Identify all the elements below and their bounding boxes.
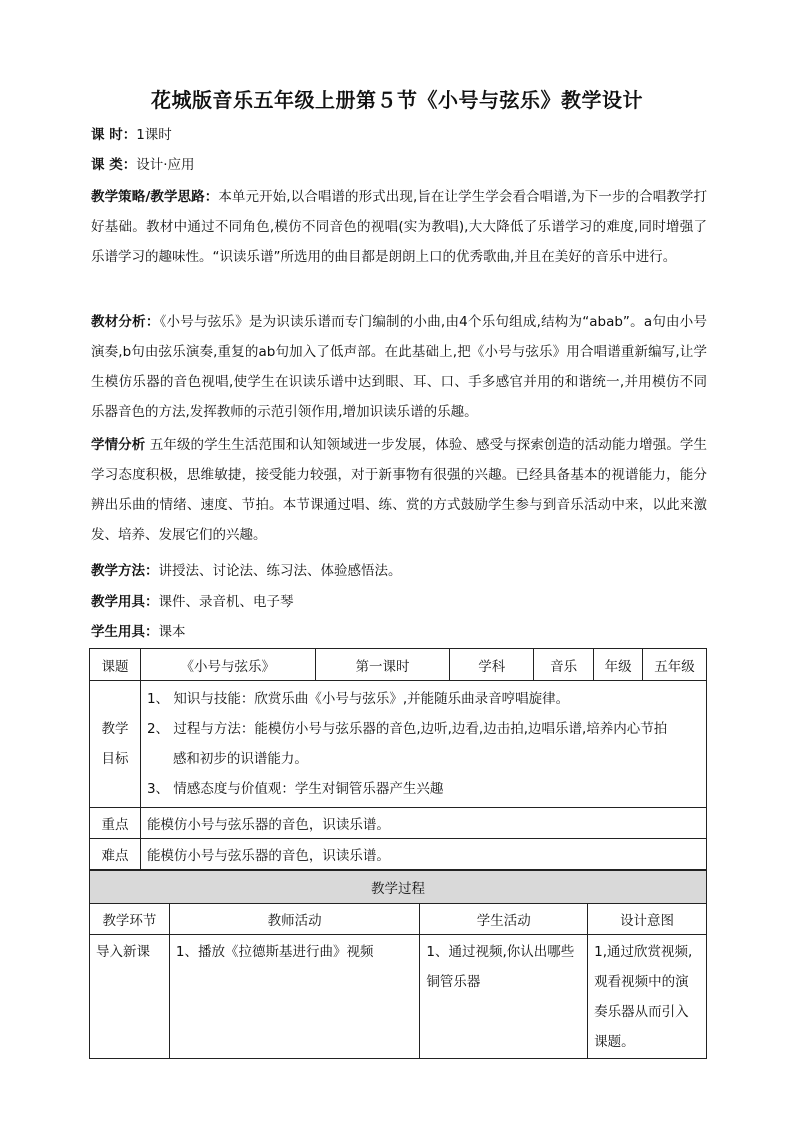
strategy-paragraph	[91, 182, 707, 272]
learners-text: 五年级的学生生活范围和认知领域进一步发展，体验、感受与探索创造的活动能力增强。学生学习态度积极，思维敏捷，接受能力较强，对于新事物有很强的兴趣。已经具备基本的视谱能力，能分辨出乐曲的情绪、速度、节拍。本节课通过唱、练、赏的方式鼓励学生参与到音乐活动中来，以此来激发、培养、发展它们的兴趣。	[91, 437, 708, 543]
difficulty-row	[90, 839, 707, 870]
key-point-value: 能模仿小号与弦乐器的音色，识读乐谱。	[140, 808, 706, 839]
topic-value: 《小号与弦乐》	[140, 649, 315, 681]
teacher-tools-text: 课件、录音机、电子琴	[158, 594, 294, 610]
key-point-row	[90, 808, 707, 839]
methods-line	[91, 556, 707, 586]
lesson-type-line	[91, 150, 707, 180]
page-title: 花城版音乐五年级上册第５节《小号与弦乐》教学设计	[151, 88, 643, 112]
subject-label: 学科	[450, 649, 534, 681]
grade-label: 年级	[594, 649, 643, 681]
process-row-intro	[90, 935, 707, 1059]
lesson-info-table	[89, 648, 707, 870]
col-teacher: 教师活动	[169, 904, 420, 935]
goals-label-line1: 教学	[101, 721, 129, 737]
lesson-hours-value: 1课时	[136, 127, 172, 143]
process-table	[89, 870, 707, 1059]
goals-row	[90, 681, 707, 808]
goals-label	[90, 681, 141, 808]
row1-intent: 1,通过欣赏视频,观看视频中的演奏乐器从而引入课题。	[588, 935, 707, 1059]
student-tools-line	[91, 617, 707, 647]
goal-item-2: 2、 过程与方法：能模仿小号与弦乐器的音色,边听,边看,边击拍,边唱乐谱,培养内心节拍	[146, 721, 668, 737]
goals-label-line2: 目标	[101, 751, 129, 767]
key-point-label: 重点	[90, 808, 141, 839]
analysis-paragraph	[91, 307, 707, 427]
analysis-label: 教材分析：	[91, 314, 160, 330]
teacher-tools-line	[91, 587, 707, 617]
difficulty-value: 能模仿小号与弦乐器的音色，识读乐谱。	[140, 839, 706, 870]
topic-row	[90, 649, 707, 681]
goal-item-2-cont: 感和初步的识谱能力。	[172, 751, 308, 767]
lesson-type-label: 课 类：	[91, 157, 137, 173]
row1-teacher: 1、播放《拉德斯基进行曲》视频	[169, 935, 420, 1059]
goal-item-1: 1、 知识与技能：欣赏乐曲《小号与弦乐》,并能随乐曲录音哼唱旋律。	[146, 691, 570, 707]
col-intent: 设计意图	[588, 904, 707, 935]
student-tools-text: 课本	[158, 624, 186, 640]
strategy-text: 本单元开始,以合唱谱的形式出现,旨在让学生学会看合唱谱,为下一步的合唱教学打好基础。教材中通过不同角色,模仿不同音色的视唱(实为教唱),大大降低了乐谱学习的难度,同时增强了乐谱学习的趣味性。“识读乐谱”所选用的曲目都是朗朗上口的优秀歌曲,并且在美好的音乐中进行。	[91, 189, 707, 265]
grade-value: 五年级	[643, 649, 707, 681]
difficulty-label: 难点	[90, 839, 141, 870]
analysis-text: 《小号与弦乐》是为识读乐谱而专门编制的小曲,由4个乐句组成,结构为“abab”。a句由小号演奏,b句由弦乐演奏,重复的ab句加入了低声部。在此基础上,把《小号与弦乐》用合唱谱重新编写,让学生模仿乐器的音色视唱,使学生在识读乐谱中达到眼、耳、口、手多感官并用的和谐统一,并用模仿不同乐器音色的方法,发挥教师的示范引领作用,增加识读乐谱的乐趣。	[91, 314, 707, 420]
col-student: 学生活动	[420, 904, 588, 935]
learners-label: 学情分析	[91, 437, 146, 453]
strategy-label: 教学策略/教学思路：	[91, 189, 219, 205]
methods-text: 讲授法、讨论法、练习法、体验感悟法。	[158, 563, 402, 579]
methods-label: 教学方法：	[91, 563, 159, 579]
goal-item-3: 3、 情感态度与价值观：学生对铜管乐器产生兴趣	[146, 781, 444, 797]
process-header-row	[90, 871, 707, 904]
topic-label: 课题	[90, 649, 141, 681]
row1-student: 1、通过视频,你认出哪些铜管乐器	[420, 935, 588, 1059]
student-tools-label: 学生用具：	[91, 624, 159, 640]
col-stage: 教学环节	[90, 904, 170, 935]
lesson-hours-line	[91, 120, 707, 150]
teacher-tools-label: 教学用具：	[91, 594, 159, 610]
lesson-type-value: 设计·应用	[136, 157, 195, 173]
subject-value: 音乐	[534, 649, 594, 681]
lesson-hours-label: 课 时：	[91, 127, 137, 143]
row1-stage: 导入新课	[90, 935, 170, 1059]
process-columns-row	[90, 904, 707, 935]
period-value: 第一课时	[315, 649, 450, 681]
goals-content	[140, 681, 706, 808]
learners-paragraph	[91, 430, 707, 550]
process-header: 教学过程	[90, 871, 707, 904]
